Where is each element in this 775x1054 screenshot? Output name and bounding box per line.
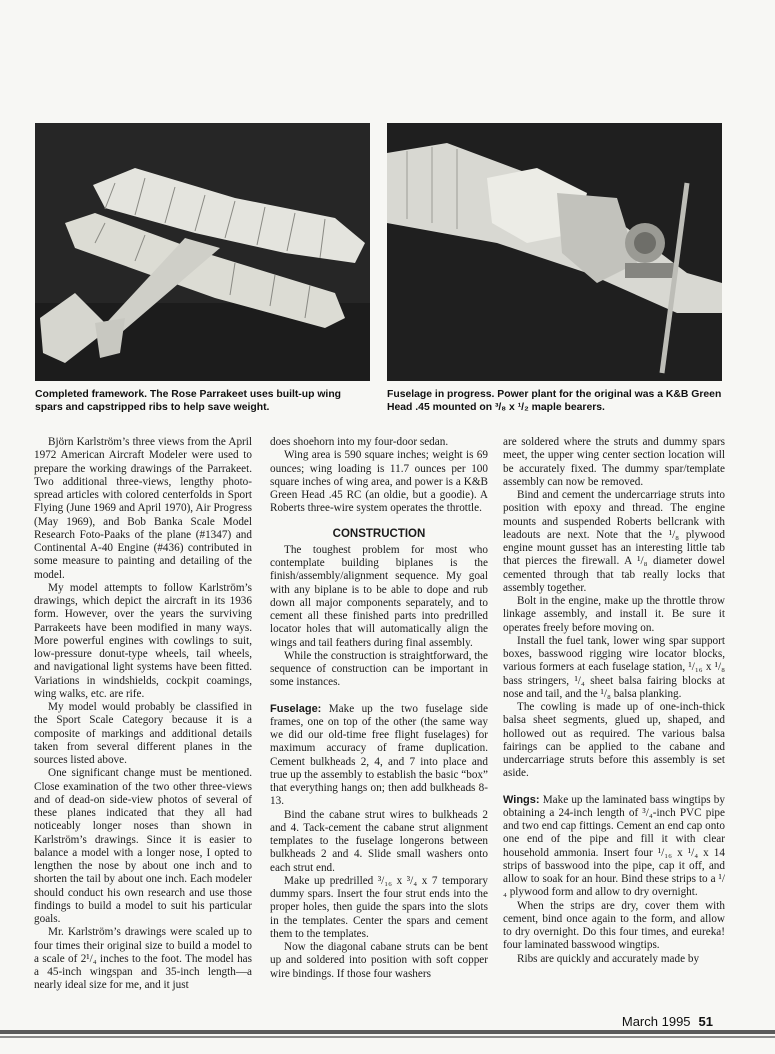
run-in-heading-fuselage: Fuselage:: [270, 702, 322, 715]
photo-fuselage-in-progress: [387, 123, 722, 381]
text-column-2: [270, 436, 488, 981]
paragraph-fuselage: [270, 703, 488, 809]
footer-rule: [0, 1030, 775, 1034]
text-column-3: [503, 436, 725, 966]
section-heading-construction: CONSTRUCTION: [332, 527, 426, 540]
run-in-heading-wings: Wings:: [503, 793, 540, 806]
figure-caption-left: Completed framework. The Rose Parrakeet uses built-up wing spars and capstripped ribs to help save weight.: [35, 389, 342, 413]
paragraph: Make up predrilled ³/₁₆ x ³/₄ x 7 temporary dummy spars. Insert the four strut ends into the proper holes, then guide the spars into the slots in the templates. Center the spars and cement them to the templates.: [270, 874, 488, 940]
paragraph: Mr. Karlström’s drawings were scaled up to four times their original size to build a model to a scale of 2¹/₄ inches to the foot. The model has a 45-inch wingspan and 35-inch length—a nearly ideal size for me, and it just: [34, 926, 252, 992]
paragraph: The toughest problem for most who contemplate building biplanes is the finish/assembly/alignment sequence. My goal with any biplane is to be able to dope and rub down all major components separately, and to cement all these finished parts into predrilled locator holes that will automatically align the wings and tail feathers during final assembly.: [270, 543, 488, 649]
paragraph: While the construction is straightforward, the sequence of construction can be important in some instances.: [270, 649, 488, 689]
paragraph: When the strips are dry, cover them with cement, bind once again to the form, and allow to dry overnight. Do this four times, and eureka! four laminated basswood wingtips.: [503, 899, 725, 952]
paragraph-text: Make up the laminated bass wingtips by obtaining a 24-inch length of ³/₄-inch PVC pipe and two end cap fittings. Cement an end cap onto one end of the pipe and fill it with clear household ammonia. Insert four ¹/₁₆ x ¹/₄ x 14 strips of basswood into the pipe, cap it off, and allow to soak for an hour. Bind these strips to a ¹/₄ plywood form and allow to dry overnight.: [503, 793, 725, 899]
paragraph: Bind the cabane strut wires to bulkheads 2 and 4. Tack-cement the cabane strut alignment templates to the fuselage longerons between bulkheads 2 and 4. Slide small washers onto each strut end.: [270, 808, 488, 874]
figure-caption-right: Fuselage in progress. Power plant for the original was a K&B Green Head .45 mounted on ³/₈ x ¹/₂ maple bearers.: [387, 389, 722, 413]
paragraph: Ribs are quickly and accurately made by: [517, 952, 700, 965]
page-number: 51: [698, 1014, 713, 1029]
paragraph: Wing area is 590 square inches; weight is 69 ounces; wing loading is 11.7 ounces per 100 square inches of wing area, and power is a K&B Green Head .45 RC (an oldie, but a goodie). A Roberts three-wire system operates the throttle.: [270, 449, 488, 515]
paragraph: Björn Karlström’s three views from the April 1972 American Aircraft Modeler were used to prepare the working drawings of the Parrakeet. Two additional three-views, lengthy photo-spread articles with colored centerfolds in Sport Flying (June 1969 and April 1970), Air Progress (May 1969), and Bob Banka Scale Model Research Foto-Paaks of the plane (#1347) and Continental A-40 Engine (#436) contributed in some measure to painting and detailing of the model.: [34, 436, 252, 581]
paragraph-text: Make up the two fuselage side frames, one on top of the other (the same way we did our old-time free flight fuselages) for maximum accuracy of frame duplication. Cement bulkheads 2, 4, and 7 into place and true up the assembly to establish the basic “box” that everything hangs on; then add bulkheads 8-13.: [270, 702, 488, 808]
paragraph: are soldered where the struts and dummy spars meet, the upper wing center section location will be accurately fixed. The dummy spar/template assembly can now be removed.: [503, 436, 725, 488]
paragraph: My model attempts to follow Karlström’s drawings, which depict the aircraft in its 1936 form. However, over the years the surviving Parrakeets have been modified in many ways. More powerful engines with cowlings to suit, low-pressure donut-type wheels, tail wheels, and navigational light systems have been fitted. Variations in windshields, cockpit coamings, wing walks, etc. are rife.: [34, 581, 252, 700]
paragraph: One significant change must be mentioned. Close examination of the two other three-views and of dead-on side-view photos of several of these planes indicated that they all had noticeably longer noses than shown in Karlström’s drawings. Since it is easier to balance a model with a longer nose, I opted to lengthen the nose by about one inch and to shorten the tail by about one inch. Each modeler should conduct his own research and use those findings to build a model to suit his particular goals.: [34, 767, 252, 925]
text-column-1: [34, 436, 252, 993]
footer-rule-thin: [0, 1036, 775, 1038]
paragraph: Bind and cement the undercarriage struts into position with epoxy and thread. The engine mounts and suspended Roberts bellcrank with leadouts are next. Note that the ¹/₈ plywood engine mount gusset has an interesting little tab that pierces the firewall. A ¹/₈ diameter dowel cemented through that tab really locks that assembly together.: [503, 489, 725, 594]
page-footer: [622, 1014, 713, 1029]
paragraph: The cowling is made up of one-inch-thick balsa sheet segments, glued up, shaped, and hollowed out as required. The various balsa fairings can be applied to the cabane and undercarriage struts before this assembly is set aside.: [503, 701, 725, 780]
paragraph: Bolt in the engine, make up the throttle throw linkage assembly, and install it. Be sure it operates freely before moving on.: [503, 595, 725, 634]
paragraph: Install the fuel tank, lower wing spar support boxes, basswood rigging wire locator blocks, various formers at each fuselage station, ¹/₁₆ x ¹/₈ bass stringers, ¹/₄ sheet balsa fairing blocks at nose and tail, and the ¹/₈ balsa planking.: [503, 634, 725, 700]
paragraph: My model would probably be classified in the Sport Scale Category because it is a composite of markings and additional details taken from several different planes in the sources listed above.: [34, 701, 252, 766]
paragraph: Now the diagonal cabane struts can be bent up and soldered into position with soft copper wire bindings. If those four washers: [270, 941, 488, 980]
issue-date: March 1995: [621, 1014, 691, 1029]
photo-completed-framework: [35, 123, 370, 381]
paragraph: does shoehorn into my four-door sedan.: [270, 436, 449, 448]
paragraph-wings: [503, 794, 725, 900]
